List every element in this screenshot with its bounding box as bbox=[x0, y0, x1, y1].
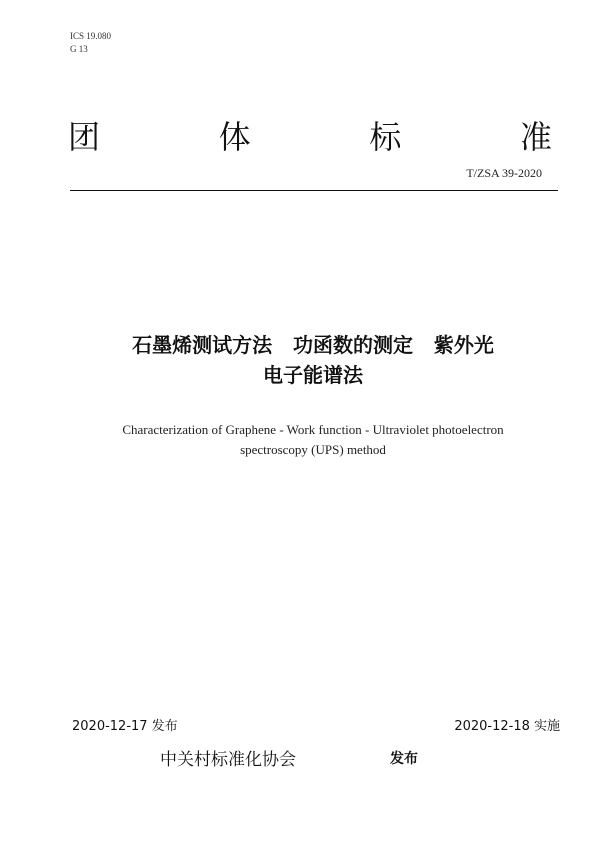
heading-char: 体 bbox=[218, 118, 251, 156]
standard-type-heading bbox=[68, 112, 552, 158]
english-title-line-1: Characterization of Graphene - Work function - Ultraviolet photoelectron bbox=[122, 422, 504, 437]
ics-code: ICS 19.080 bbox=[70, 31, 112, 41]
publish-label: 发布 bbox=[390, 751, 418, 767]
heading-char: 团 bbox=[68, 118, 101, 156]
english-title-line-2: spectroscopy (UPS) method bbox=[240, 442, 386, 457]
implementation-date: 2020-12-18 实施 bbox=[454, 719, 560, 734]
publisher-name: 中关村标准化协会 bbox=[160, 750, 296, 770]
chinese-title-line-1: 石墨烯测试方法 功函数的测定 紫外光 bbox=[132, 333, 494, 357]
heading-char: 标 bbox=[369, 118, 402, 156]
classification-codes bbox=[70, 30, 111, 56]
english-title bbox=[80, 420, 546, 460]
ccs-code: G 13 bbox=[70, 44, 88, 54]
header-divider bbox=[70, 190, 558, 191]
heading-char: 准 bbox=[519, 118, 552, 156]
issue-date: 2020-12-17 发布 bbox=[72, 719, 178, 734]
standard-number: T/ZSA 39-2020 bbox=[466, 166, 542, 180]
chinese-title bbox=[60, 330, 566, 390]
chinese-title-line-2: 电子能谱法 bbox=[263, 363, 363, 387]
